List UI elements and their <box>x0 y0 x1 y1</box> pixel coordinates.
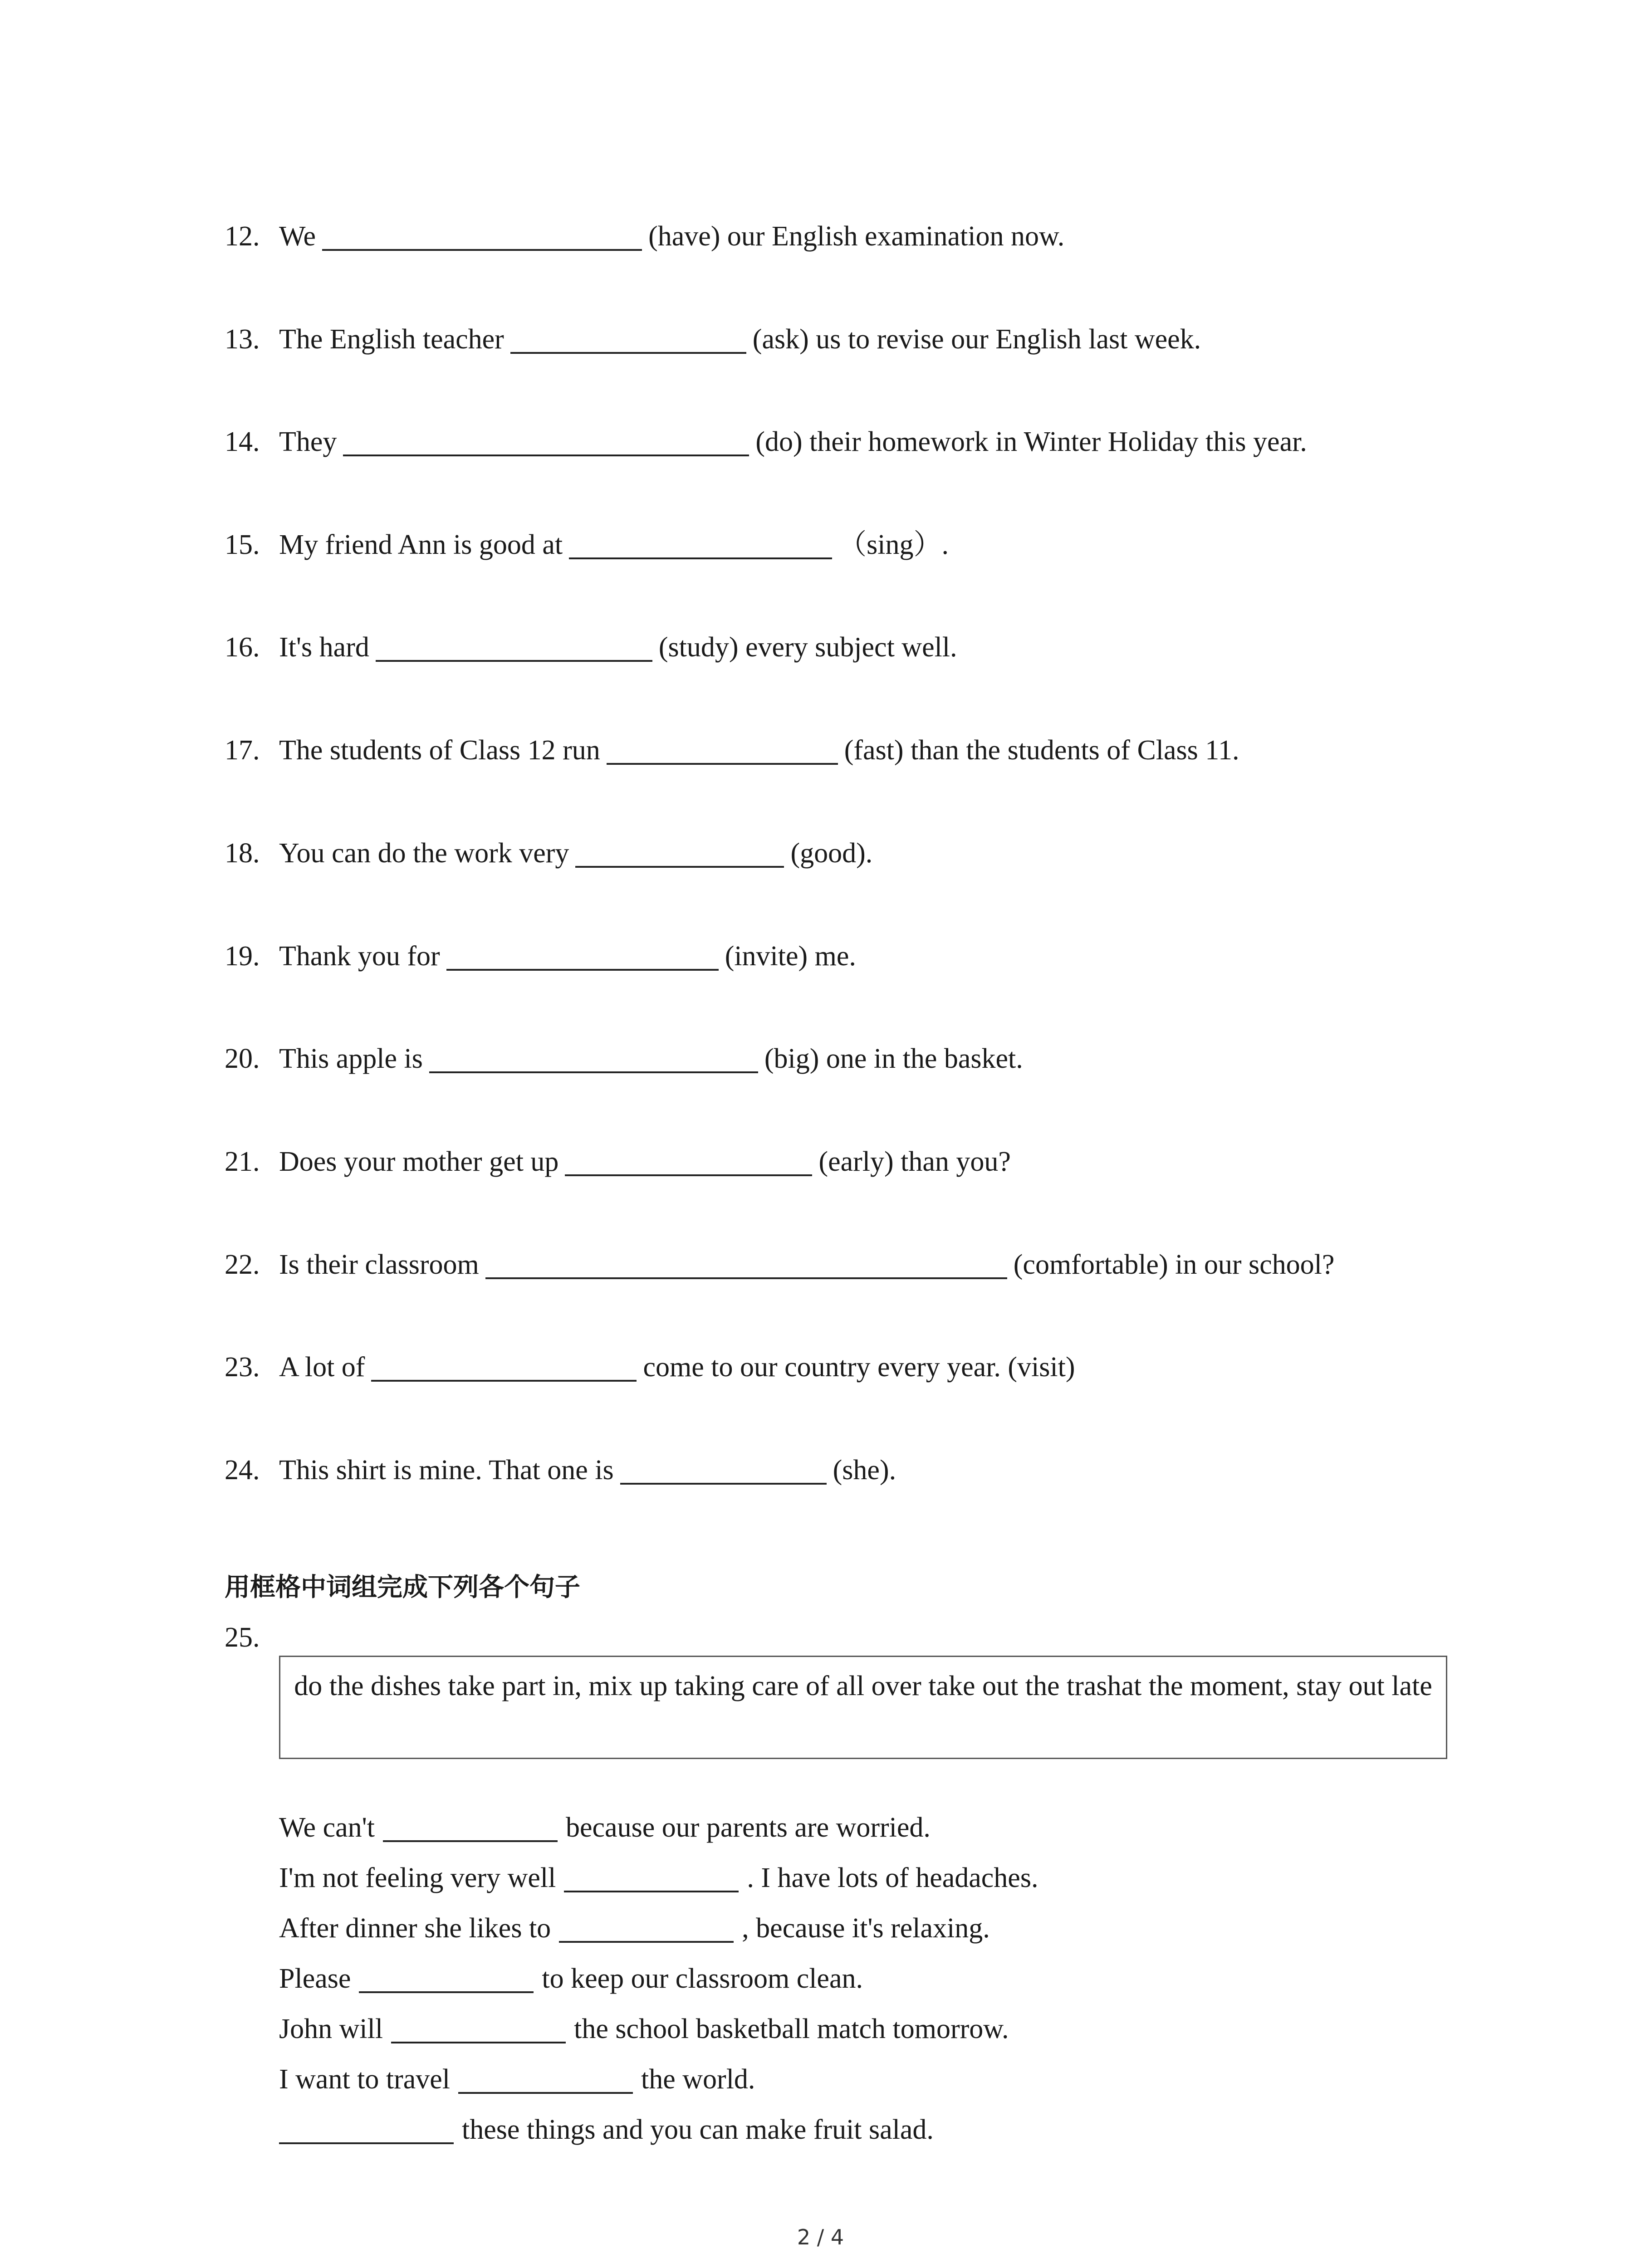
question-text-before: Does your mother get up <box>279 1146 559 1177</box>
question-number: 21. <box>225 1146 260 1177</box>
question-text-before: The English teacher <box>279 324 504 355</box>
question-text-before: Is their classroom <box>279 1249 479 1280</box>
answer-blank[interactable] <box>391 2015 566 2043</box>
question-text-after: (have) our English examination now. <box>648 221 1065 252</box>
answer-blank[interactable] <box>510 326 746 354</box>
q25-sentence-6 <box>279 2065 755 2094</box>
answer-blank[interactable] <box>376 634 652 662</box>
answer-blank[interactable] <box>620 1457 827 1485</box>
question-text-before: Thank you for <box>279 941 440 972</box>
sentence-text-after: the school basketball match tomorrow. <box>574 2014 1009 2044</box>
question-text-before: It's hard <box>279 632 369 663</box>
question-text-before: A lot of <box>279 1352 365 1383</box>
answer-blank[interactable] <box>559 1915 734 1943</box>
question-13 <box>225 325 1201 354</box>
question-text-before: The students of Class 12 run <box>279 735 600 766</box>
q25-sentence-1 <box>279 1813 931 1842</box>
sentence-text-after: . I have lots of headaches. <box>747 1862 1038 1893</box>
sentence-text-after: because our parents are worried. <box>566 1812 931 1843</box>
answer-blank[interactable] <box>564 1864 739 1892</box>
q25-sentence-3 <box>279 1914 990 1943</box>
word-box-text: do the dishes take part in, mix up taking care of all over take out the trashat the moment, stay out late <box>294 1671 1432 1701</box>
sentence-text-before: I'm not feeling very well <box>279 1862 556 1893</box>
question-24 <box>225 1456 896 1485</box>
question-text-before: This apple is <box>279 1043 423 1074</box>
answer-blank[interactable] <box>383 1814 558 1842</box>
word-box <box>279 1656 1447 1759</box>
answer-blank[interactable] <box>607 737 838 765</box>
question-text-after: (invite) me. <box>725 941 856 972</box>
question-text-after: (fast) than the students of Class 11. <box>844 735 1239 766</box>
question-12 <box>225 222 1064 251</box>
question-20 <box>225 1045 1023 1073</box>
question-text-after: (study) every subject well. <box>658 632 957 663</box>
question-text-before: They <box>279 426 337 457</box>
answer-blank[interactable] <box>279 2116 454 2144</box>
sentence-text-after: to keep our classroom clean. <box>542 1963 863 1994</box>
answer-blank[interactable] <box>485 1251 1007 1279</box>
question-14 <box>225 428 1307 456</box>
question-16 <box>225 633 957 662</box>
question-number: 22. <box>225 1249 260 1280</box>
sentence-text-before: I want to travel <box>279 2064 451 2095</box>
question-number: 18. <box>225 838 260 869</box>
question-19 <box>225 942 856 971</box>
question-text-after: come to our country every year. (visit) <box>643 1352 1075 1383</box>
question-text-before: My friend Ann is good at <box>279 529 563 560</box>
q25-sentence-5 <box>279 2015 1009 2043</box>
question-22 <box>225 1251 1334 1279</box>
question-text-after: (good). <box>790 838 873 869</box>
answer-blank[interactable] <box>322 223 642 251</box>
answer-blank[interactable] <box>458 2066 633 2094</box>
answer-blank[interactable] <box>565 1148 812 1176</box>
sentence-text-before: John will <box>279 2014 383 2044</box>
sentence-text-before: We can't <box>279 1812 375 1843</box>
question-25-number: 25. <box>225 1622 260 1653</box>
sentence-text-after: these things and you can make fruit salad. <box>462 2114 934 2145</box>
question-15 <box>225 531 949 559</box>
question-number: 23. <box>225 1352 260 1383</box>
question-number: 24. <box>225 1455 260 1486</box>
answer-blank[interactable] <box>343 428 749 456</box>
question-text-before: You can do the work very <box>279 838 569 869</box>
question-text-after: (big) one in the basket. <box>764 1043 1023 1074</box>
question-18 <box>225 839 872 868</box>
q25-sentence-4 <box>279 1965 863 1993</box>
sentence-text-after: the world. <box>641 2064 755 2095</box>
question-17 <box>225 736 1239 765</box>
q25-sentence-2 <box>279 1864 1038 1892</box>
question-text-after: (ask) us to revise our English last week. <box>752 324 1201 355</box>
question-text-after: (early) than you? <box>818 1146 1011 1177</box>
q25-sentence-7 <box>279 2116 934 2144</box>
question-number: 16. <box>225 632 260 663</box>
answer-blank[interactable] <box>575 840 784 868</box>
answer-blank[interactable] <box>371 1354 637 1382</box>
question-21 <box>225 1148 1011 1176</box>
answer-blank[interactable] <box>446 943 719 971</box>
question-text-after: （sing）. <box>838 529 949 560</box>
question-text-after: (do) their homework in Winter Holiday this year. <box>755 426 1307 457</box>
question-text-before: This shirt is mine. That one is <box>279 1455 614 1486</box>
question-number: 14. <box>225 426 260 457</box>
question-number: 12. <box>225 221 260 252</box>
question-number: 17. <box>225 735 260 766</box>
section-heading: 用框格中词组完成下列各个句子 <box>225 1573 580 1602</box>
answer-blank[interactable] <box>569 531 832 559</box>
answer-blank[interactable] <box>359 1965 534 1993</box>
page-number: 2 / 4 <box>797 2225 844 2249</box>
question-number: 20. <box>225 1043 260 1074</box>
sentence-text-before: Please <box>279 1963 351 1994</box>
answer-blank[interactable] <box>429 1045 758 1073</box>
question-number: 19. <box>225 941 260 972</box>
question-text-after: (she). <box>833 1455 896 1486</box>
question-text-before: We <box>279 221 316 252</box>
question-number: 15. <box>225 529 260 560</box>
question-23 <box>225 1353 1075 1382</box>
question-text-after: (comfortable) in our school? <box>1013 1249 1335 1280</box>
sentence-text-before: After dinner she likes to <box>279 1913 551 1944</box>
sentence-text-after: , because it's relaxing. <box>742 1913 990 1944</box>
question-number: 13. <box>225 324 260 355</box>
